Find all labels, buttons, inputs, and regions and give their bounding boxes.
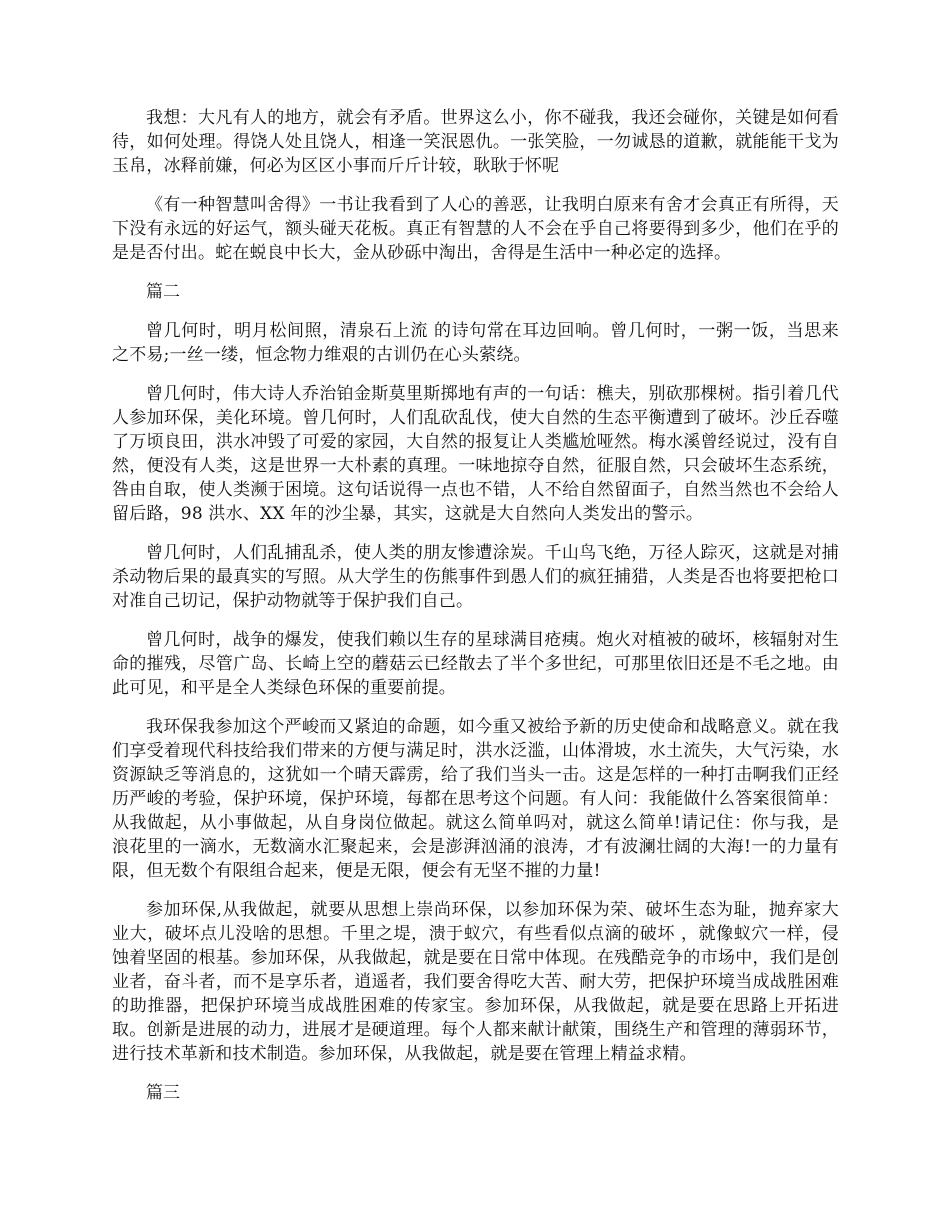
- paragraph: 曾几何时，明月松间照，清泉石上流 的诗句常在耳边回响。曾几何时，一粥一饭，当思来之不易;一丝一缕，恒念物力维艰的古训仍在心头萦绕。: [112, 321, 839, 365]
- section-heading: 篇三: [146, 1083, 180, 1103]
- paragraph: 曾几何时，战争的爆发，使我们赖以生存的星球满目疮痍。炮火对植被的破坏，核辐射对生命的摧残，尽管广岛、长崎上空的蘑菇云已经散去了半个多世纪，可那里依旧还是不毛之地。由此可见，和平是全人类绿色环保的重要前提。: [112, 630, 839, 698]
- paragraph: 曾几何时，人们乱捕乱杀，使人类的朋友惨遭涂炭。千山鸟飞绝，万径人踪灭，这就是对捕杀动物后果的最真实的写照。从大学生的伤熊事件到愚人们的疯狂捕猎，人类是否也将要把枪口对准自己切记，保护动物就等于保护我们自己。: [112, 543, 839, 611]
- paragraph: 《有一种智慧叫舍得》一书让我看到了人心的善恶，让我明白原来有舍才会真正有所得，天下没有永远的好运气，额头碰天花板。真正有智慧的人不会在乎自己将要得到多少，他们在乎的是是否付出。蛇在蜕良中长大，金从砂砾中淘出，舍得是生活中一种必定的选择。: [112, 195, 839, 263]
- document-page: [112, 106, 839, 1120]
- paragraph: 曾几何时，伟大诗人乔治铂金斯莫里斯掷地有声的一句话：樵夫，别砍那棵树。指引着几代人参加环保，美化环境。曾几何时，人们乱砍乱伐，使大自然的生态平衡遭到了破坏。沙丘吞噬了万顷良田，洪水冲毁了可爱的家园，大自然的报复让人类尴尬哑然。梅水溪曾经说过，没有自然，便没有人类，这是世界一大朴素的真理。一味地掠夺自然，征服自然，只会破坏生态系统，咎由自取，使人类濒于困境。这句话说得一点也不错，人不给自然留面子，自然当然也不会给人留后路，98 洪水、XX 年的沙尘暴，其实，这就是大自然向人类发出的警示。: [112, 384, 839, 524]
- paragraph: 我环保我参加这个严峻而又紧迫的命题，如今重又被给予新的历史使命和战略意义。就在我们享受着现代科技给我们带来的方便与满足时，洪水泛滥，山体滑坡，水土流失，大气污染，水资源缺乏等消息的，这犹如一个晴天霹雳，给了我们当头一击。这是怎样的一种打击啊我们正经历严峻的考验，保护环境，保护环境，每都在思考这个问题。有人问：我能做什么答案很简单：从我做起，从小事做起，从自身岗位做起。就这么简单吗对，就这么简单!请记住：你与我，是浪花里的一滴水，无数滴水汇聚起来，会是澎湃汹涌的浪涛，才有波澜壮阔的大海!一的力量有限，但无数个有限组合起来，便是无限，便会有无坚不摧的力量!: [112, 717, 839, 881]
- paragraph: 参加环保,从我做起，就要从思想上崇尚环保，以参加环保为荣、破坏生态为耻，抛弃家大业大，破坏点儿没啥的思想。千里之堤，溃于蚁穴，有些看似点滴的破坏 ，就像蚁穴一样，侵蚀着坚固的根基。参加环保，从我做起，就是要在日常中体现。在残酷竞争的市场中，我们是创业者，奋斗者，而不是享乐者，逍遥者，我们要舍得吃大苦、耐大劳，把保护环境当成战胜困难的助推器，把保护环境当成战胜困难的传家宝。参加环保，从我做起，就是要在思路上开拓进取。创新是进展的动力，进展才是硬道理。每个人都来献计献策，围绕生产和管理的薄弱环节，进行技术革新和技术制造。参加环保，从我做起，就是要在管理上精益求精。: [112, 900, 839, 1064]
- section-heading: 篇二: [146, 282, 180, 302]
- paragraph: 我想：大凡有人的地方，就会有矛盾。世界这么小，你不碰我，我还会碰你，关键是如何看待，如何处理。得饶人处且饶人，相逢一笑泯恩仇。一张笑脸，一勿诚恳的道歉，就能能干戈为玉帛，冰释前嫌，何必为区区小事而斤斤计较，耿耿于怀呢: [112, 108, 839, 176]
